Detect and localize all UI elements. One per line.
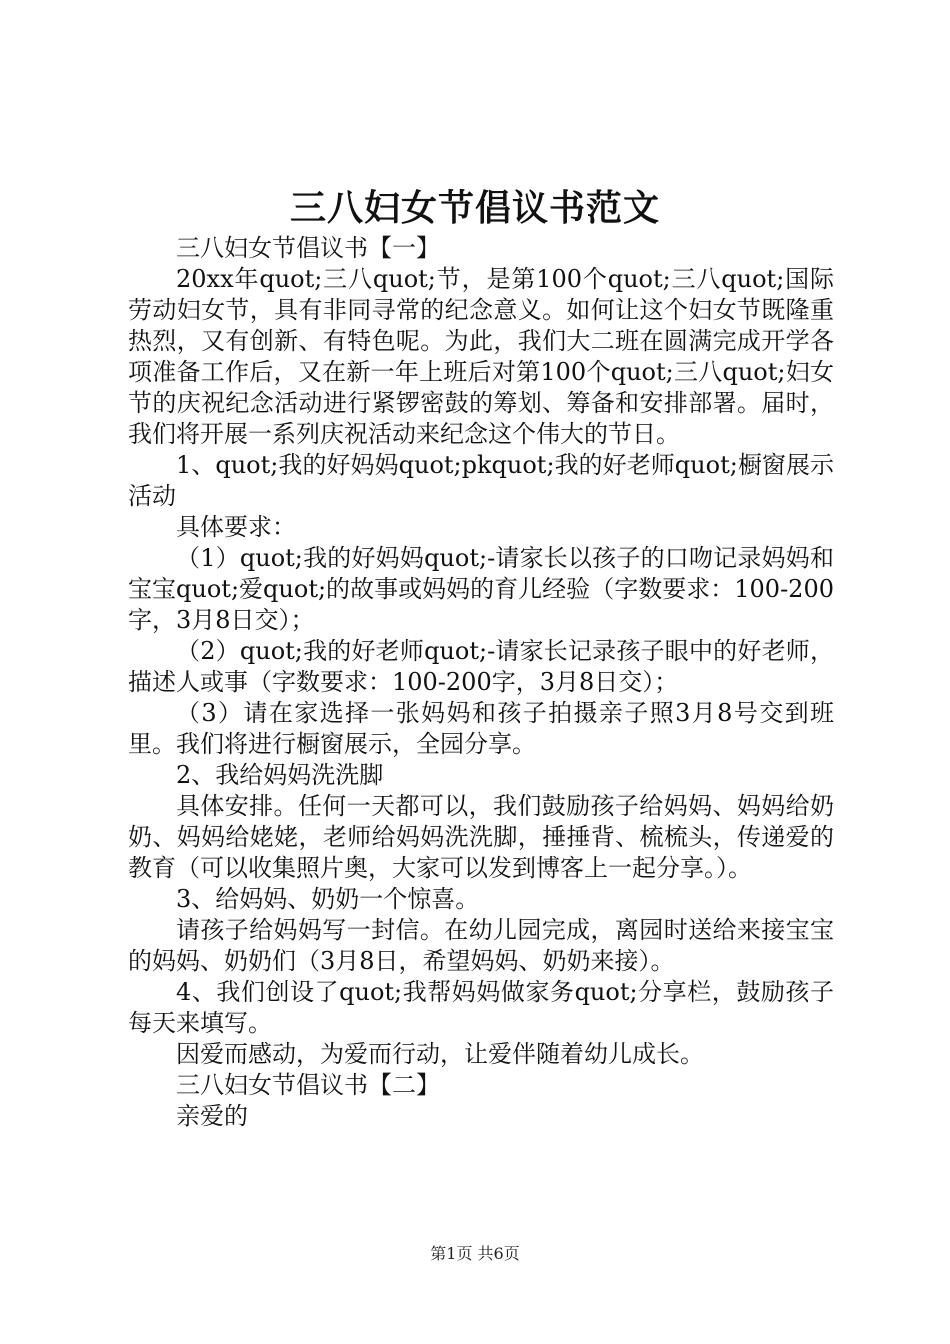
document-title: 三八妇女节倡议书范文: [289, 187, 660, 229]
salutation: 亲爱的: [176, 1102, 248, 1130]
document-body: [128, 233, 834, 1132]
closing-line: 因爱而感动，为爱而行动，让爱伴随着幼儿成长。: [176, 1040, 704, 1068]
activity-1-heading: 1、quot;我的好妈妈quot;pkquot;我的好老师quot;橱窗展示活动: [128, 451, 834, 510]
requirements-label: 具体要求：: [176, 513, 296, 541]
requirement-item-3: （3）请在家选择一张妈妈和孩子拍摄亲子照3月8号交到班里。我们将进行橱窗展示，全园分享。: [128, 699, 834, 758]
page-number: 第1页 共6页: [430, 1244, 520, 1263]
activity-2-heading: 2、我给妈妈洗洗脚: [176, 761, 384, 789]
activity-2-detail: 具体安排。任何一天都可以，我们鼓励孩子给妈妈、妈妈给奶奶、妈妈给姥姥，老师给妈妈洗洗脚，捶捶背、梳梳头，传递爱的教育（可以收集照片奥，大家可以发到博客上一起分享。）。: [128, 792, 834, 882]
activity-3-heading: 3、给妈妈、奶奶一个惊喜。: [176, 885, 480, 913]
section-heading-2: 三八妇女节倡议书【二】: [176, 1071, 440, 1099]
requirement-item-2: （2）quot;我的好老师quot;-请家长记录孩子眼中的好老师，描述人或事（字数要求：100-200字，3月8日交）；: [128, 637, 834, 696]
activity-3-detail: 请孩子给妈妈写一封信。在幼儿园完成，离园时送给来接宝宝的妈妈、奶奶们（3月8日，希望妈妈、奶奶来接）。: [128, 916, 834, 975]
intro-paragraph: 20xx年quot;三八quot;节，是第100个quot;三八quot;国际劳动妇女节，具有非同寻常的纪念意义。如何让这个妇女节既隆重热烈，又有创新、有特色呢。为此，我们大二班在圆满完成开学各项准备工作后，又在新一年上班后对第100个quot;三八quot;妇女节的庆祝纪念活动进行紧锣密鼓的筹划、筹备和安排部署。届时，我们将开展一系列庆祝活动来纪念这个伟大的节日。: [128, 265, 834, 448]
activity-4-paragraph: 4、我们创设了quot;我帮妈妈做家务quot;分享栏，鼓励孩子每天来填写。: [128, 978, 834, 1037]
requirement-item-1: （1）quot;我的好妈妈quot;-请家长以孩子的口吻记录妈妈和宝宝quot;爱quot;的故事或妈妈的育儿经验（字数要求：100-200字，3月8日交）；: [128, 544, 834, 634]
section-heading-1: 三八妇女节倡议书【一】: [176, 234, 440, 262]
